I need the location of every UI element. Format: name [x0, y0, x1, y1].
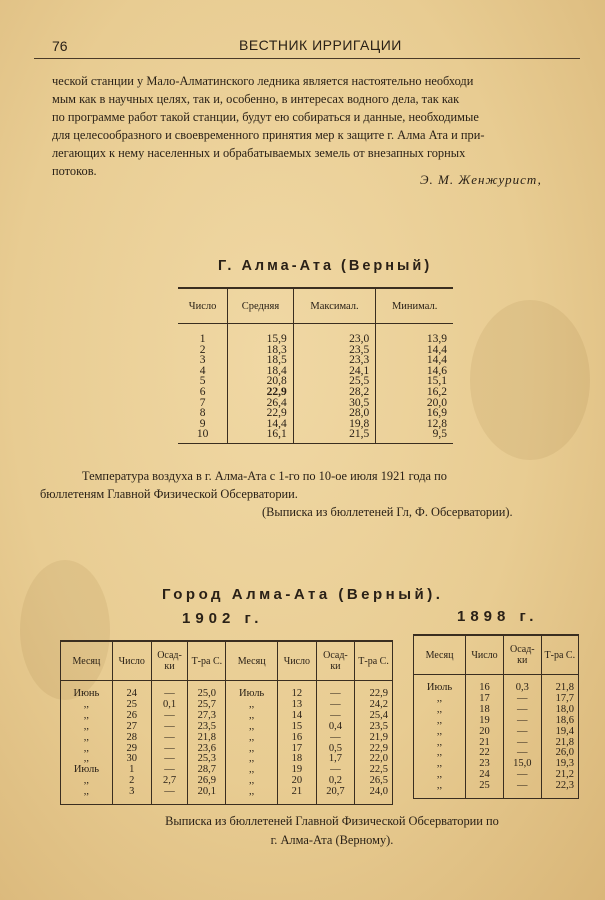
table-cell: — [503, 694, 541, 705]
table-cell: 25 [466, 781, 504, 798]
table-row [178, 355, 453, 366]
article-line: ческой станции у Мало-Алматинского ледника является настоятельно необходи [52, 74, 474, 88]
table-cell: 20,0 [376, 398, 453, 409]
weather-table-1898 [413, 634, 579, 799]
table-cell: — [151, 722, 188, 733]
table-cell: 19,4 [541, 727, 578, 738]
table-cell: 16,1 [228, 429, 294, 443]
caption-line: г. Алма-Ата (Верному). [270, 833, 394, 847]
table-cell: 2,7 [151, 776, 188, 787]
article-line: легающих к нему населенных и обрабатываемых земель от внезапных горных [52, 146, 466, 160]
table-row [61, 689, 393, 700]
table-row [61, 700, 393, 711]
table-cell: 19,8 [293, 419, 376, 430]
table-cell: Июль [414, 683, 466, 694]
page-number: 76 [52, 38, 68, 54]
table-row [178, 345, 453, 356]
table-cell: 18 [278, 754, 317, 765]
table-cell: ,, [414, 727, 466, 738]
table-cell: 22,9 [355, 689, 393, 700]
table-cell: 30 [112, 754, 151, 765]
table-cell: 2 [112, 776, 151, 787]
table-cell: ,, [414, 770, 466, 781]
table-cell: 20 [466, 727, 504, 738]
table-cell: 23,5 [355, 722, 393, 733]
table-cell: 19,3 [541, 759, 578, 770]
table-cell: ,, [414, 716, 466, 727]
table-header-row [414, 635, 579, 675]
table-cell: — [503, 781, 541, 798]
table-cell: — [503, 748, 541, 759]
table-cell: ,, [226, 700, 278, 711]
table-cell: — [503, 738, 541, 749]
table-cell: 9,5 [376, 429, 453, 443]
year-1898: 1898 г. [457, 608, 539, 625]
table-cell: 16 [278, 733, 317, 744]
table-cell: — [503, 770, 541, 781]
table-cell: 20,8 [228, 376, 294, 387]
table-cell: 18,4 [228, 366, 294, 377]
table-cell: ,, [226, 754, 278, 765]
column-header: Осад-ки [503, 635, 541, 675]
article-line: мым как в научных целях, так и, особенно, в интересах водного дела, так как [52, 92, 460, 106]
table-row [61, 711, 393, 722]
table-cell: 21,8 [541, 683, 578, 694]
table-cell: 16,2 [376, 387, 453, 398]
table-cell: 21,2 [541, 770, 578, 781]
table-cell: 14,4 [376, 355, 453, 366]
table-cell: 12 [278, 689, 317, 700]
table-cell: 15,0 [503, 759, 541, 770]
caption-line: Температура воздуха в г. Алма-Ата с 1-го по 10-ое июля 1921 года по [82, 469, 447, 483]
table-header-row [178, 288, 453, 324]
table-cell: 1 [199, 333, 206, 345]
table-cell: 23,5 [293, 345, 376, 356]
table-row [61, 744, 393, 755]
table-cell: — [151, 744, 188, 755]
table-cell: 23,6 [188, 744, 226, 755]
table-row [178, 376, 453, 387]
temperature-table-1921 [178, 287, 453, 444]
table-cell: 18,6 [541, 716, 578, 727]
table-cell: 21,5 [293, 429, 376, 443]
column-header: Средняя [228, 288, 294, 324]
article-line: потоков. [52, 164, 97, 178]
table-cell: 26,9 [188, 776, 226, 787]
caption-line: Выписка из бюллетеней Главной Физической Обсерватории по [165, 814, 499, 828]
table1-title: Г. Алма-Ата (Верный) [218, 258, 433, 274]
table-cell: 0,5 [316, 744, 354, 755]
table-cell: 21 [278, 787, 317, 804]
table-cell: ,, [61, 787, 113, 804]
table-cell: 25,7 [188, 700, 226, 711]
article-line: по программе работ такой станции, будут ею собираться и данные, необходимые [52, 110, 479, 124]
table-cell: 13 [278, 700, 317, 711]
article-paragraph [52, 72, 590, 180]
table-cell: ,, [226, 711, 278, 722]
weather-table-1902 [60, 640, 393, 805]
table-cell: — [151, 754, 188, 765]
table-cell: ,, [414, 781, 466, 798]
table3-body [414, 675, 579, 799]
table-cell: ,, [414, 705, 466, 716]
table-cell: ,, [414, 694, 466, 705]
table-cell: 14,4 [376, 345, 453, 356]
table-cell: 23 [466, 759, 504, 770]
table-cell: 22,9 [228, 408, 294, 419]
table-cell: — [151, 689, 188, 700]
table-cell: 14,6 [376, 366, 453, 377]
table-cell: 17,7 [541, 694, 578, 705]
table-cell: 18,5 [228, 355, 294, 366]
page-header [34, 34, 580, 59]
table-row [61, 722, 393, 733]
table-cell: 0,4 [316, 722, 354, 733]
table-cell: 25,4 [355, 711, 393, 722]
table-row [178, 398, 453, 409]
table-cell: 25,0 [188, 689, 226, 700]
table-cell: ,, [226, 744, 278, 755]
table-row [61, 787, 393, 804]
table1-body [178, 324, 453, 444]
column-header: Число [178, 288, 228, 324]
table-cell: 0,1 [151, 700, 188, 711]
table-cell: 18 [466, 705, 504, 716]
table-cell: 14 [278, 711, 317, 722]
table-cell: 25,5 [293, 376, 376, 387]
table-cell: 21,9 [355, 733, 393, 744]
table-cell: ,, [226, 787, 278, 804]
table2-caption [112, 812, 552, 850]
caption-source: (Выписка из бюллетеней Гл, Ф. Обсерватории). [262, 505, 513, 519]
table-cell: 26,0 [541, 748, 578, 759]
table-cell: ,, [61, 722, 113, 733]
table-cell: 24,0 [355, 787, 393, 804]
table-header-row [61, 641, 393, 681]
table-cell: 18,0 [541, 705, 578, 716]
table-cell: 4 [199, 364, 206, 377]
table-cell: 7 [199, 396, 206, 409]
table-cell: 24 [112, 689, 151, 700]
table-cell: 26,5 [355, 776, 393, 787]
table-cell: 21 [466, 738, 504, 749]
table-row [178, 334, 453, 345]
column-header: Число [112, 641, 151, 681]
table-row [61, 765, 393, 776]
table2-title: Город Алма-Ата (Верный). [162, 586, 444, 603]
table-cell: ,, [226, 733, 278, 744]
table-cell: 19 [466, 716, 504, 727]
table-cell: ,, [226, 776, 278, 787]
table-cell: 17 [466, 694, 504, 705]
spacer-row [61, 681, 393, 690]
table-cell: 22,9 [228, 387, 294, 398]
table-cell: 26 [112, 711, 151, 722]
column-header: Т-ра С. [541, 635, 578, 675]
column-header: Минимал. [376, 288, 453, 324]
table-cell: 21,8 [541, 738, 578, 749]
table-row [178, 408, 453, 419]
table-cell: 28,2 [293, 387, 376, 398]
table-cell: — [151, 787, 188, 804]
table-cell: ,, [414, 738, 466, 749]
table-row [178, 387, 453, 398]
table-cell: 8 [199, 407, 206, 420]
table-cell: 27,3 [188, 711, 226, 722]
table-cell: — [316, 700, 354, 711]
table-cell: 16 [466, 683, 504, 694]
column-header: Максимал. [293, 288, 376, 324]
table-cell: 23,5 [188, 722, 226, 733]
table-cell: — [151, 765, 188, 776]
table-cell: 15 [278, 722, 317, 733]
table-row [178, 366, 453, 377]
table-cell: 22,0 [355, 754, 393, 765]
table-cell: 5 [199, 375, 206, 388]
year-1902: 1902 г. [182, 610, 264, 627]
column-header: Осад-ки [316, 641, 354, 681]
table-cell: 21,8 [188, 733, 226, 744]
table1-caption [40, 467, 590, 521]
table-cell: 10 [178, 429, 228, 443]
table-cell: ,, [226, 765, 278, 776]
table-cell: 1,7 [316, 754, 354, 765]
column-header: Число [278, 641, 317, 681]
table-cell: 28,7 [188, 765, 226, 776]
table-row [414, 716, 579, 727]
table-cell: 30,5 [293, 398, 376, 409]
table-cell: 25 [112, 700, 151, 711]
column-header: Осад-ки [151, 641, 188, 681]
table-row [178, 429, 453, 443]
table-cell: 20,1 [188, 787, 226, 804]
table-cell: 23,3 [293, 355, 376, 366]
table-cell: Июнь [61, 689, 113, 700]
table-cell: 13,9 [376, 334, 453, 345]
table2-body [61, 681, 393, 805]
table-cell: — [151, 711, 188, 722]
table-cell: 12,8 [376, 419, 453, 430]
table-cell: 19 [278, 765, 317, 776]
table-cell: 23,0 [293, 334, 376, 345]
journal-title: ВЕСТНИК ИРРИГАЦИИ [239, 37, 402, 53]
paper-stain [470, 300, 590, 460]
table-cell: — [151, 733, 188, 744]
table-cell: 25,3 [188, 754, 226, 765]
table-cell: ,, [61, 744, 113, 755]
column-header: Т-ра С. [188, 641, 226, 681]
table-cell: Июль [226, 689, 278, 700]
table-cell: 24 [466, 770, 504, 781]
table-cell: — [316, 765, 354, 776]
table-cell: 1 [112, 765, 151, 776]
column-header: Число [466, 635, 504, 675]
table-cell: 6 [199, 385, 206, 398]
table-cell: 26,4 [228, 398, 294, 409]
table-row [61, 754, 393, 765]
table-cell: 17 [278, 744, 317, 755]
table-cell: ,, [61, 711, 113, 722]
author-signature: Э. М. Женжурист, [420, 172, 542, 187]
table-cell: ,, [61, 733, 113, 744]
table-cell: ,, [226, 722, 278, 733]
table-cell: ,, [414, 759, 466, 770]
table-cell: 0,3 [503, 683, 541, 694]
table-cell: 18,3 [228, 345, 294, 356]
table-cell: ,, [61, 776, 113, 787]
table-cell: 3 [112, 787, 151, 804]
article-line: для целесообразного и своевременного принятия мер к защите г. Алма Ата и при- [52, 128, 485, 142]
table-row [178, 419, 453, 430]
table-cell: 20,7 [316, 787, 354, 804]
table-cell: 16,9 [376, 408, 453, 419]
table-row [414, 727, 579, 738]
table-cell: 2 [199, 343, 206, 356]
table-cell: 22,5 [355, 765, 393, 776]
table-cell: 15,9 [228, 334, 294, 345]
table-cell: 3 [199, 354, 206, 367]
table-cell: 24,1 [293, 366, 376, 377]
table-cell: — [503, 705, 541, 716]
table-cell: 20 [278, 776, 317, 787]
table-cell: 9 [199, 417, 206, 430]
caption-line: бюллетеням Главной Физической Обсерватории. [40, 487, 298, 501]
table-cell: 0,2 [316, 776, 354, 787]
spacer-row [178, 324, 453, 335]
table-cell: 22,9 [355, 744, 393, 755]
table-row [61, 733, 393, 744]
table-cell: ,, [61, 700, 113, 711]
table-cell: 28 [112, 733, 151, 744]
table-cell: 15,1 [376, 376, 453, 387]
table-row [414, 781, 579, 798]
table-cell: 29 [112, 744, 151, 755]
table-cell: — [503, 727, 541, 738]
column-header: Месяц [414, 635, 466, 675]
table-cell: 27 [112, 722, 151, 733]
column-header: Месяц [226, 641, 278, 681]
column-header: Месяц [61, 641, 113, 681]
table-cell: 24,2 [355, 700, 393, 711]
table-cell: — [503, 716, 541, 727]
table-cell: ,, [61, 754, 113, 765]
table-cell: — [316, 689, 354, 700]
column-header: Т-ра С. [355, 641, 393, 681]
table-cell: — [316, 711, 354, 722]
table-cell: 22,3 [541, 781, 578, 798]
table-cell: — [316, 733, 354, 744]
table-cell: Июль [61, 765, 113, 776]
table-cell: 14,4 [228, 419, 294, 430]
table-cell: 28,0 [293, 408, 376, 419]
table-cell: ,, [414, 748, 466, 759]
table-cell: 22 [466, 748, 504, 759]
